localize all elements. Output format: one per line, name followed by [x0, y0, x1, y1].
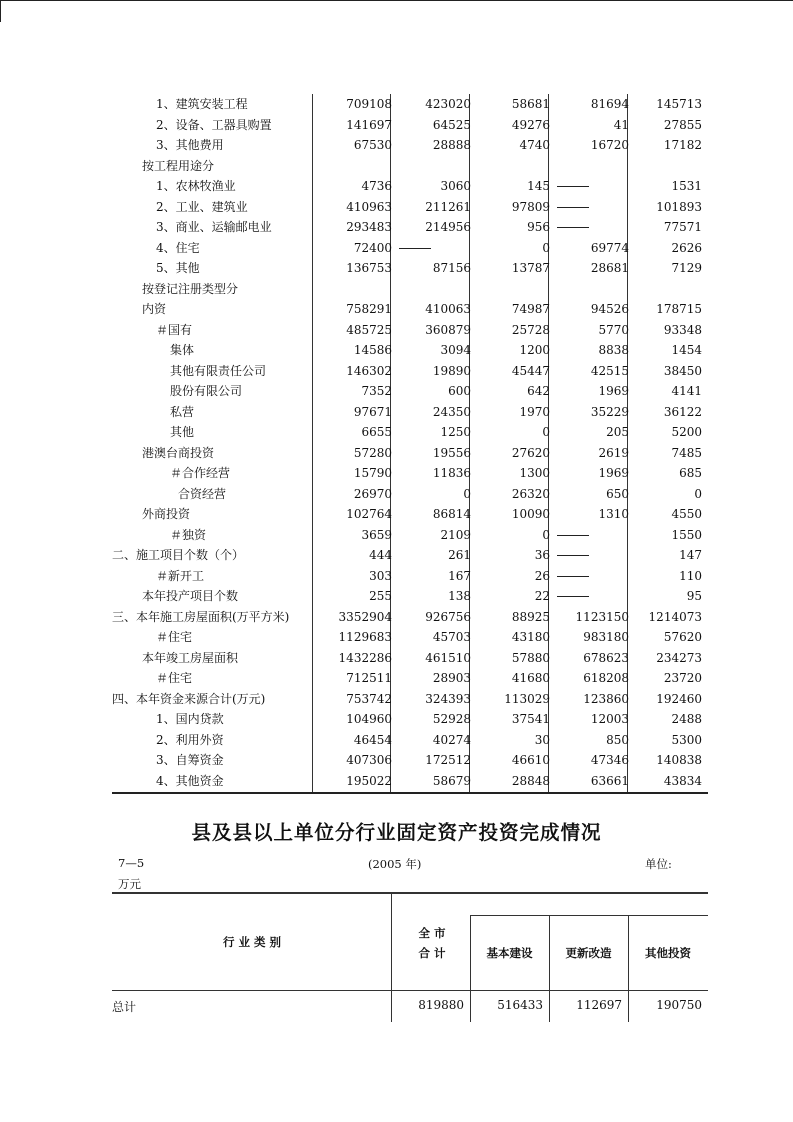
value-cell: 4550	[671, 507, 702, 521]
value-cell: 57880	[511, 650, 550, 665]
value-cell: 57280	[353, 445, 392, 460]
value-cell: 410063	[425, 302, 471, 316]
value-cell: 24350	[432, 404, 471, 419]
row-label: 4、住宅	[156, 240, 200, 255]
value-cell: 407306	[346, 753, 392, 767]
value-cell: 234273	[656, 650, 702, 665]
value-cell: 94526	[590, 302, 629, 316]
value-cell: 25728	[511, 322, 550, 337]
value-cell: 52928	[432, 712, 471, 726]
value-cell: 36	[534, 548, 550, 562]
value-cell: 709108	[346, 97, 392, 111]
table-row	[112, 381, 708, 402]
value-cell: 28848	[511, 773, 550, 788]
value-cell: 178715	[656, 302, 702, 316]
value-cell: 5300	[671, 732, 702, 747]
value-cell: 58679	[432, 773, 471, 788]
row-label: 1、建筑安装工程	[156, 97, 248, 111]
row-label: 港澳台商投资	[142, 445, 215, 460]
table-row	[112, 545, 708, 566]
total-row-value: 190750	[656, 998, 702, 1012]
value-cell: 642	[527, 384, 550, 398]
table-number: 7—5	[118, 856, 145, 870]
row-label: 2、利用外资	[156, 732, 224, 747]
value-cell: 261	[448, 548, 471, 562]
value-cell: 1250	[440, 425, 471, 439]
value-cell: 1300	[519, 466, 550, 480]
value-cell: 19556	[432, 445, 471, 460]
value-cell: 712511	[346, 671, 392, 685]
value-cell: 2109	[440, 527, 471, 542]
unit-label: 单位:	[645, 857, 672, 871]
value-cell: 4740	[519, 138, 550, 152]
value-cell: 93348	[663, 322, 702, 337]
value-cell: 172512	[425, 753, 471, 767]
row-label: 3、自筹资金	[156, 753, 224, 767]
value-cell: 3352904	[338, 609, 392, 624]
value-cell: 444	[369, 548, 392, 562]
value-cell: 2626	[671, 240, 702, 255]
value-cell: 1310	[598, 507, 629, 521]
subheader-rule	[470, 915, 708, 916]
value-cell: 1123150	[575, 609, 629, 624]
value-cell: 1200	[519, 343, 550, 357]
value-cell: 88925	[511, 609, 550, 624]
table-row	[112, 176, 708, 197]
value-cell: 49276	[511, 117, 550, 132]
table-row	[112, 238, 708, 259]
value-cell: 205	[606, 425, 629, 439]
value-cell: 15790	[353, 466, 392, 480]
header-basic-construction: 基本建设	[486, 946, 533, 960]
value-cell: 104960	[346, 712, 392, 726]
table-row	[112, 94, 708, 115]
value-cell: 47346	[590, 753, 629, 767]
row-label: 外商投资	[142, 507, 191, 521]
value-cell: 40274	[432, 732, 471, 747]
value-cell: 26970	[353, 486, 392, 501]
value-cell: 753742	[346, 691, 392, 706]
value-cell: 28681	[590, 261, 629, 275]
row-label: 其他	[170, 425, 195, 439]
value-cell: 140838	[656, 753, 702, 767]
row-label: 内资	[142, 302, 167, 316]
row-label: 1、国内贷款	[156, 712, 224, 726]
table-bottom-rule	[112, 792, 708, 794]
row-label: 合资经营	[178, 486, 227, 501]
value-cell: 123860	[583, 691, 629, 706]
row-label: 二、施工项目个数（个）	[112, 548, 245, 562]
value-cell: 214956	[425, 220, 471, 234]
table-row	[112, 463, 708, 484]
value-cell: 102764	[346, 507, 392, 521]
header-total-line2: 合 计	[418, 946, 446, 960]
value-cell: 67530	[353, 138, 392, 152]
value-cell: 461510	[425, 650, 471, 665]
unit-value: 万元	[118, 877, 141, 891]
value-cell: 324393	[425, 691, 471, 706]
row-label: 三、本年施工房屋面积(万平方米)	[112, 609, 290, 624]
value-cell: 293483	[346, 220, 392, 234]
value-cell: 37541	[511, 712, 550, 726]
value-cell: 17182	[663, 138, 702, 152]
value-cell: 8838	[598, 343, 629, 357]
value-cell: 2488	[671, 712, 702, 726]
value-cell: 136753	[346, 261, 392, 275]
row-label: 本年投产项目个数	[142, 589, 239, 603]
value-cell: 63661	[590, 773, 629, 788]
year-label: (2005 年)	[368, 857, 422, 871]
value-cell: 87156	[432, 261, 471, 275]
value-cell: 1129683	[338, 630, 392, 644]
row-label: 股份有限公司	[170, 384, 243, 398]
dash-cell	[559, 176, 629, 197]
value-cell: 7485	[671, 445, 702, 460]
value-cell: 86814	[432, 507, 471, 521]
value-cell: 146302	[346, 363, 392, 378]
row-label: ＃新开工	[156, 568, 205, 583]
value-cell: 1969	[598, 384, 629, 398]
value-cell: 35229	[590, 404, 629, 419]
value-cell: 145	[527, 179, 550, 193]
row-label: 按登记注册类型分	[142, 281, 239, 296]
industry-investment-table	[112, 892, 708, 1022]
value-cell: 57620	[663, 630, 702, 644]
header-renovation: 更新改造	[565, 946, 612, 960]
table-row	[112, 730, 708, 751]
row-label: ＃国有	[156, 322, 193, 337]
row-label: 4、其他资金	[156, 773, 224, 788]
row-label: 私营	[170, 404, 195, 419]
dash-cell	[559, 545, 629, 566]
table-row	[112, 648, 708, 669]
value-cell: 27620	[511, 445, 550, 460]
value-cell: 19890	[432, 363, 471, 378]
table-row	[112, 525, 708, 546]
table-row	[112, 443, 708, 464]
table-row	[112, 422, 708, 443]
table-row	[112, 504, 708, 525]
value-cell: 22	[534, 589, 550, 603]
value-cell: 983180	[583, 630, 629, 644]
table-row	[112, 709, 708, 730]
value-cell: 30	[534, 732, 550, 747]
value-cell: 0	[542, 240, 550, 255]
header-other-investment: 其他投资	[645, 946, 691, 960]
table-row	[112, 627, 708, 648]
total-row-label: 总计	[112, 1000, 137, 1014]
value-cell: 956	[527, 220, 550, 234]
value-cell: 650	[606, 486, 629, 501]
value-cell: 195022	[346, 773, 392, 788]
value-cell: 360879	[425, 322, 471, 337]
header-category: 行 业 类 别	[222, 935, 281, 949]
value-cell: 5770	[598, 322, 629, 337]
value-cell: 46454	[353, 732, 392, 747]
table-row	[112, 586, 708, 607]
table-row	[112, 361, 708, 382]
value-cell: 147	[679, 548, 702, 562]
value-cell: 4736	[361, 179, 392, 193]
value-cell: 0	[542, 425, 550, 439]
table-rows	[112, 94, 708, 791]
value-cell: 110	[679, 568, 702, 583]
value-cell: 41680	[511, 671, 550, 685]
value-cell: 1432286	[338, 650, 392, 665]
value-cell: 850	[606, 732, 629, 747]
header-bottom-rule	[112, 990, 708, 991]
table-row	[112, 566, 708, 587]
row-label: 2、工业、建筑业	[156, 199, 248, 214]
value-cell: 97671	[353, 404, 392, 419]
value-cell: 69774	[590, 240, 629, 255]
dash-cell	[559, 586, 629, 607]
value-cell: 113029	[504, 691, 550, 706]
table-row	[112, 340, 708, 361]
value-cell: 685	[679, 466, 702, 480]
row-label: 四、本年资金来源合计(万元)	[112, 691, 266, 706]
value-cell: 28888	[432, 138, 471, 152]
dash-cell	[559, 197, 629, 218]
value-cell: 410963	[346, 199, 392, 214]
dash-cell	[401, 238, 471, 259]
value-cell: 167	[448, 568, 471, 583]
value-cell: 16720	[590, 138, 629, 152]
table-row	[112, 115, 708, 136]
table-row	[112, 484, 708, 505]
value-cell: 64525	[432, 117, 471, 132]
page-top-edge	[0, 0, 793, 1]
total-row-value: 112697	[576, 998, 622, 1012]
table-row	[112, 320, 708, 341]
table-row	[112, 258, 708, 279]
table-row	[112, 668, 708, 689]
table-row	[112, 135, 708, 156]
value-cell: 77571	[663, 220, 702, 234]
row-label: 3、商业、运输邮电业	[156, 220, 272, 234]
value-cell: 423020	[425, 97, 471, 111]
value-cell: 74987	[511, 302, 550, 316]
table-top-rule	[112, 892, 708, 894]
header-total-line1: 全 市	[418, 926, 446, 940]
value-cell: 485725	[346, 322, 392, 337]
value-cell: 600	[448, 384, 471, 398]
upper-statistics-table	[112, 94, 708, 791]
value-cell: 38450	[663, 363, 702, 378]
value-cell: 0	[694, 486, 702, 501]
row-label: 2、设备、工器具购置	[156, 117, 272, 132]
value-cell: 12003	[590, 712, 629, 726]
value-cell: 26320	[511, 486, 550, 501]
value-cell: 28903	[432, 671, 471, 685]
value-cell: 926756	[425, 609, 471, 624]
value-cell: 45703	[432, 630, 471, 644]
value-cell: 27855	[663, 117, 702, 132]
table-row	[112, 197, 708, 218]
value-cell: 6655	[361, 425, 392, 439]
value-cell: 7352	[361, 384, 392, 398]
table-row	[112, 771, 708, 792]
value-cell: 211261	[425, 199, 471, 214]
value-cell: 138	[448, 589, 471, 603]
value-cell: 43834	[663, 773, 702, 788]
value-cell: 10090	[511, 507, 550, 521]
value-cell: 303	[369, 568, 392, 583]
value-cell: 46610	[511, 753, 550, 767]
section-title: 县及县以上单位分行业固定资产投资完成情况	[191, 821, 602, 844]
value-cell: 95	[686, 589, 702, 603]
row-label: 5、其他	[156, 261, 200, 275]
value-cell: 192460	[656, 691, 702, 706]
value-cell: 141697	[346, 117, 392, 132]
value-cell: 255	[369, 589, 392, 603]
table-row	[112, 299, 708, 320]
row-label: 按工程用途分	[142, 158, 215, 173]
row-label: 本年竣工房屋面积	[142, 650, 239, 665]
value-cell: 13787	[511, 261, 550, 275]
value-cell: 678623	[583, 650, 629, 665]
value-cell: 42515	[590, 363, 629, 378]
value-cell: 11836	[432, 466, 471, 480]
value-cell: 23720	[663, 671, 702, 685]
dash-cell	[559, 566, 629, 587]
total-row-value: 516433	[497, 998, 543, 1012]
value-cell: 45447	[511, 363, 550, 378]
value-cell: 3060	[440, 179, 471, 193]
dash-cell	[559, 217, 629, 238]
row-label: 1、农林牧渔业	[156, 179, 236, 193]
table-row	[112, 402, 708, 423]
value-cell: 97809	[511, 199, 550, 214]
total-row-value: 819880	[418, 998, 464, 1012]
value-cell: 1969	[598, 466, 629, 480]
value-cell: 0	[542, 527, 550, 542]
value-cell: 72400	[353, 240, 392, 255]
row-label: ＃住宅	[156, 671, 193, 685]
row-label: 3、其他费用	[156, 138, 224, 152]
value-cell: 1214073	[648, 609, 702, 624]
table-row	[112, 689, 708, 710]
page-edge-mark	[0, 0, 1, 22]
value-cell: 618208	[583, 671, 629, 685]
value-cell: 145713	[656, 97, 702, 111]
value-cell: 1550	[671, 527, 702, 542]
value-cell: 1970	[519, 404, 550, 419]
value-cell: 101893	[656, 199, 702, 214]
dash-cell	[559, 525, 629, 546]
value-cell: 41	[613, 117, 629, 132]
value-cell: 4141	[671, 384, 702, 398]
table-row	[112, 750, 708, 771]
value-cell: 3094	[440, 343, 471, 357]
table-row	[112, 607, 708, 628]
value-cell: 1531	[671, 179, 702, 193]
table-row	[112, 156, 708, 177]
row-label: ＃合作经营	[170, 466, 231, 480]
value-cell: 14586	[353, 343, 392, 357]
value-cell: 58681	[511, 97, 550, 111]
value-cell: 36122	[663, 404, 702, 419]
value-cell: 2619	[598, 445, 629, 460]
value-cell: 0	[463, 486, 471, 501]
value-cell: 758291	[346, 302, 392, 316]
row-label: ＃独资	[170, 527, 207, 542]
value-cell: 81694	[590, 97, 629, 111]
table-row	[112, 217, 708, 238]
row-label: 集体	[170, 343, 195, 357]
row-label: ＃住宅	[156, 630, 193, 644]
value-cell: 43180	[511, 630, 550, 644]
value-cell: 3659	[361, 527, 392, 542]
row-label: 其他有限责任公司	[170, 363, 267, 378]
value-cell: 26	[534, 568, 550, 583]
value-cell: 7129	[671, 261, 702, 275]
table-row	[112, 279, 708, 300]
value-cell: 5200	[671, 425, 702, 439]
value-cell: 1454	[671, 343, 702, 357]
